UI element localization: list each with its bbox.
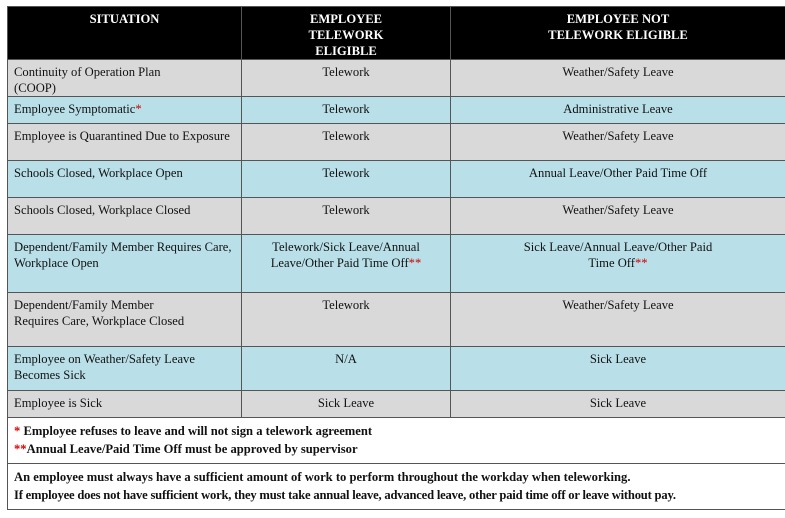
telework-cell: N/A <box>242 347 451 391</box>
footnotes-cell <box>8 418 785 464</box>
notes-cell <box>8 464 785 510</box>
telework-cell <box>242 235 451 293</box>
double-asterisk-mark: ** <box>14 442 27 456</box>
header-telework: EMPLOYEE TELEWORK ELIGIBLE <box>242 7 451 60</box>
table-row <box>8 293 785 347</box>
telework-cell: Telework <box>242 161 451 198</box>
situation-cell: Dependent/Family Member Requires Care, Workplace Closed <box>8 293 242 347</box>
situation-cell: Employee is Sick <box>8 391 242 418</box>
not-telework-cell: Weather/Safety Leave <box>451 293 785 347</box>
table-row <box>8 347 785 391</box>
table-row <box>8 97 785 124</box>
header-situation: SITUATION <box>8 7 242 60</box>
telework-cell: Telework <box>242 124 451 161</box>
situation-text: Employee Symptomatic <box>14 102 136 116</box>
footnote-one: * Employee refuses to leave and will not sign a telework agreement <box>14 424 373 438</box>
situation-cell: Continuity of Operation Plan (COOP) <box>8 60 242 97</box>
note-line-2: If employee does not have sufficient work, they must take annual leave, advanced leave, other paid time off or leave without pay. <box>14 488 676 502</box>
asterisk-mark: * <box>135 102 142 116</box>
not-telework-cell: Weather/Safety Leave <box>451 124 785 161</box>
situation-cell: Schools Closed, Workplace Open <box>8 161 242 198</box>
double-asterisk-mark: ** <box>408 256 422 270</box>
not-telework-cell: Annual Leave/Other Paid Time Off <box>451 161 785 198</box>
footnote-two: **Annual Leave/Paid Time Off must be approved by supervisor <box>14 442 358 456</box>
situation-cell: Schools Closed, Workplace Closed <box>8 198 242 235</box>
table-row <box>8 124 785 161</box>
table-row <box>8 60 785 97</box>
not-telework-cell: Sick Leave <box>451 347 785 391</box>
not-telework-text: Sick Leave/Annual Leave/Other Paid Time Off <box>523 240 713 270</box>
leave-table-container <box>7 6 785 510</box>
not-telework-cell: Weather/Safety Leave <box>451 60 785 97</box>
not-telework-cell <box>451 235 785 293</box>
notes-row <box>8 464 785 510</box>
telework-cell: Telework <box>242 60 451 97</box>
leave-table <box>7 6 785 510</box>
not-telework-cell: Sick Leave <box>451 391 785 418</box>
telework-text: Telework/Sick Leave/Annual Leave/Other Paid Time Off <box>270 240 420 270</box>
not-telework-cell: Weather/Safety Leave <box>451 198 785 235</box>
situation-cell: Employee on Weather/Safety Leave Becomes Sick <box>8 347 242 391</box>
double-asterisk-mark: ** <box>634 256 648 270</box>
telework-cell: Telework <box>242 198 451 235</box>
header-not-telework: EMPLOYEE NOT TELEWORK ELIGIBLE <box>451 7 785 60</box>
situation-cell <box>8 97 242 124</box>
situation-cell: Employee is Quarantined Due to Exposure <box>8 124 242 161</box>
table-row <box>8 161 785 198</box>
note-line-1: An employee must always have a sufficient amount of work to perform throughout the workday when teleworking. <box>14 470 631 484</box>
telework-cell: Telework <box>242 97 451 124</box>
table-row <box>8 391 785 418</box>
asterisk-mark: * <box>14 424 21 438</box>
table-row <box>8 198 785 235</box>
table-row <box>8 235 785 293</box>
telework-cell: Sick Leave <box>242 391 451 418</box>
telework-cell: Telework <box>242 293 451 347</box>
situation-cell: Dependent/Family Member Requires Care, Workplace Open <box>8 235 242 293</box>
not-telework-cell: Administrative Leave <box>451 97 785 124</box>
footnotes-row <box>8 418 785 464</box>
header-row <box>8 7 785 60</box>
